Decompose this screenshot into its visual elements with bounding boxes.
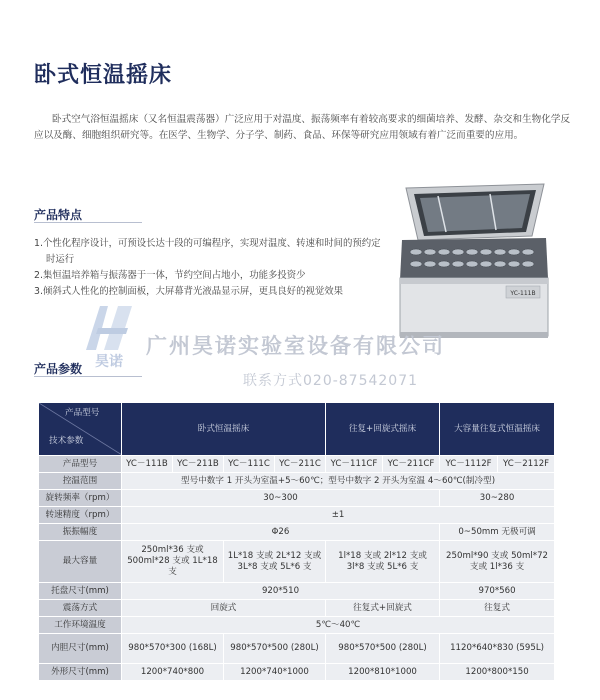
value-cell: 250ml*36 支或500ml*28 支或 1L*18 支: [122, 541, 224, 583]
group-header: 卧式恒温摇床: [122, 403, 326, 456]
value-cell: 1L*18 支或 2L*12 支或 3L*8 支或 5L*6 支: [224, 541, 326, 583]
value-cell: 1120*640*830 (595L): [440, 634, 555, 664]
company-logo-watermark: [78, 298, 140, 370]
shaker-product-image: [398, 182, 550, 340]
feature-item: 时运行: [46, 254, 75, 265]
model-cell: YC－2112F: [498, 456, 555, 473]
row-label: 振振幅度: [39, 524, 122, 541]
model-cell: YC－211CF: [383, 456, 440, 473]
model-cell: YC－211B: [173, 456, 224, 473]
feature-item: 1.个性化程序设计，可预设长达十段的可编程序，实现对温度、转速和时间的预约定: [34, 238, 381, 249]
value-cell: 型号中数字 1 开头为室温+5～60℃；型号中数字 2 开头为室温 4～60℃(制冷型): [122, 473, 555, 490]
value-cell: 0~50mm 无极可调: [440, 524, 555, 541]
row-label: 工作环境温度: [39, 617, 122, 634]
company-name-watermark: 广州昊诺实验室设备有限公司: [146, 334, 445, 358]
value-cell: 30~300: [122, 490, 440, 507]
features-divider: [34, 222, 142, 223]
model-cell: YC－211C: [275, 456, 326, 473]
value-cell: 1l*18 支或 2l*12 支或 3l*8 支或 5L*6 支: [326, 541, 440, 583]
value-cell: 250ml*90 支或 50ml*72 支或 1l*36 支: [440, 541, 555, 583]
model-cell: YC－111C: [224, 456, 275, 473]
model-cell: YC－1112F: [440, 456, 498, 473]
table-row: [39, 473, 555, 490]
features-heading: 产品特点: [34, 208, 83, 222]
params-divider: [34, 376, 142, 377]
page-title: 卧式恒温摇床: [34, 62, 173, 88]
value-cell: 5℃～40℃: [122, 617, 555, 634]
table-header-row: [39, 403, 555, 456]
features-list: [34, 236, 394, 300]
value-cell: 往复式: [440, 600, 555, 617]
group-header: 往复+回旋式摇床: [326, 403, 440, 456]
intro-paragraph: 卧式空气浴恒温摇床（又名恒温震荡器）广泛应用于对温度、振荡频率有着较高要求的细菌培养、发酵、杂交和生物化学反应以及酶、细胞组织研究等。在医学、生物学、分子学、制药、食品、环保等研究应用领域有着广泛而重要的应用。: [34, 114, 571, 141]
table-row: [39, 617, 555, 634]
row-label: 控温范围: [39, 473, 122, 490]
model-cell: YC－111CF: [326, 456, 383, 473]
feature-item: 3.倾斜式人性化的控制面板，大屏幕背光液晶显示屏，更具良好的视觉效果: [34, 286, 343, 297]
value-cell: Φ26: [122, 524, 440, 541]
product-model-label: YC-111B: [510, 290, 536, 297]
corner-bottom-label: 技术参数: [49, 436, 84, 446]
group-header: 大容量往复式恒温摇床: [440, 403, 555, 456]
value-cell: ±1: [122, 507, 555, 524]
table-row: [39, 524, 555, 541]
value-cell: 往复式+回旋式: [326, 600, 440, 617]
value-cell: 970*560: [440, 583, 555, 600]
header-corner-cell: [39, 403, 122, 456]
row-label: 震荡方式: [39, 600, 122, 617]
value-cell: 1200*800*150: [440, 664, 555, 681]
table-row: [39, 507, 555, 524]
value-cell: 1200*810*1000: [326, 664, 440, 681]
row-label: 托盘尺寸(mm): [39, 583, 122, 600]
value-cell: 30~280: [440, 490, 555, 507]
table-row: [39, 541, 555, 583]
value-cell: 980*570*300 (168L): [122, 634, 224, 664]
row-label: 旋转频率（rpm）: [39, 490, 122, 507]
value-cell: 920*510: [122, 583, 440, 600]
table-row: [39, 490, 555, 507]
row-label: 产品型号: [39, 456, 122, 473]
value-cell: 回旋式: [122, 600, 326, 617]
row-label: 转速精度（rpm）: [39, 507, 122, 524]
table-row: [39, 456, 555, 473]
value-cell: 980*570*500 (280L): [224, 634, 326, 664]
value-cell: 1200*740*1000: [224, 664, 326, 681]
params-heading: 产品参数: [34, 362, 83, 376]
value-cell: 980*570*500 (280L): [326, 634, 440, 664]
model-cell: YC－111B: [122, 456, 173, 473]
feature-item: 2.集恒温培养箱与振荡器于一体，节约空间占地小，功能多投资少: [34, 270, 306, 281]
row-label: 内胆尺寸(mm): [39, 634, 122, 664]
row-label: 最大容量: [39, 541, 122, 583]
corner-top-label: 产品型号: [65, 408, 100, 418]
table-row: [39, 634, 555, 664]
table-row: [39, 600, 555, 617]
table-row: [39, 583, 555, 600]
logo-text: 昊诺: [95, 354, 123, 370]
contact-watermark: 联系方式020-87542071: [243, 373, 419, 389]
table-row: [39, 664, 555, 681]
spec-table: [38, 402, 555, 681]
value-cell: 1200*740*800: [122, 664, 224, 681]
row-label: 外形尺寸(mm): [39, 664, 122, 681]
